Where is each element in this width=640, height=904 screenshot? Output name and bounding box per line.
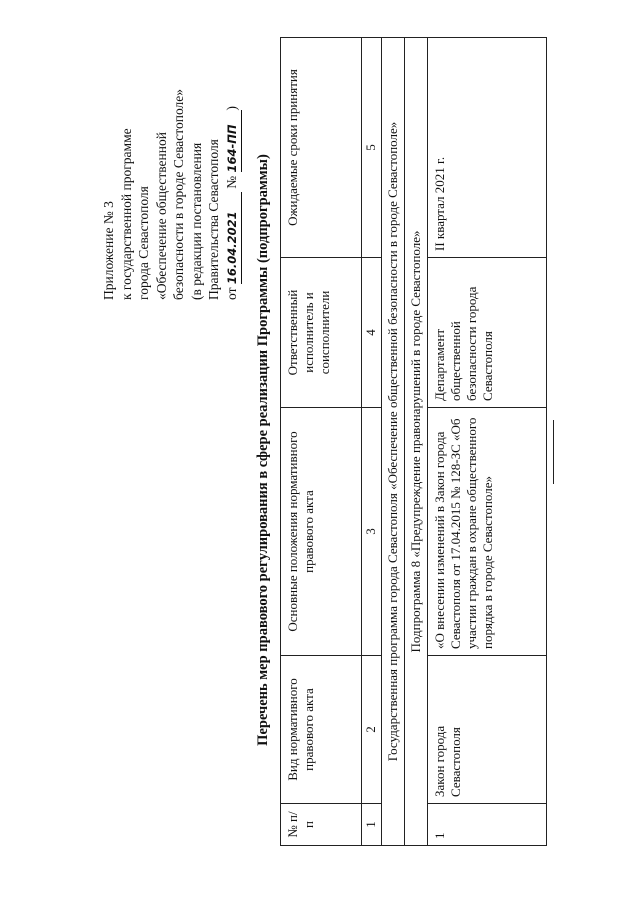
column-number: 5 [362, 38, 382, 258]
appendix-line: (в редакции постановления [188, 142, 204, 300]
act-type: Закон города Севастополя [428, 656, 547, 804]
column-number-row [362, 38, 382, 846]
number-sign: № [223, 175, 239, 189]
appendix-block [100, 10, 242, 300]
subprogram-title: Подпрограмма 8 «Предупреждение правонарушений в городе Севастополе» [405, 38, 428, 846]
header-cell: № п/п [281, 804, 362, 846]
document-title: Перечень мер правового регулирования в сфере реализации Программы (подпрограммы) [255, 154, 271, 746]
program-row [382, 38, 405, 846]
column-number: 3 [362, 408, 382, 656]
subprogram-row [405, 38, 428, 846]
act-provisions: «О внесении изменений в Закон города Севастополя от 17.04.2015 № 128-ЗС «Об участии граждан в охране общественного порядка в городе Севастополе» [428, 408, 547, 656]
program-title: Государственная программа города Севастополя «Обеспечение общественной безопасности в городе Севастополе» [382, 38, 405, 846]
expected-term: II квартал 2021 г. [428, 38, 547, 258]
header-cell: Ожидаемые сроки принятия [281, 38, 362, 258]
appendix-line: города Севастополя [136, 186, 151, 300]
column-number: 4 [362, 258, 382, 408]
number-value: 164-ПП [224, 124, 239, 173]
table-header-row [281, 38, 362, 846]
appendix-line: Правительства Севастополя [206, 139, 221, 300]
table-row [428, 38, 547, 846]
row-number: 1 [428, 804, 547, 846]
column-number: 2 [362, 656, 382, 804]
appendix-date-line [223, 10, 243, 300]
column-number: 1 [362, 804, 382, 846]
appendix-line: «Обеспечение общественной [153, 132, 169, 300]
end-separator-line [553, 420, 554, 484]
header-cell: Вид нормативного правового акта [281, 656, 362, 804]
header-cell: Основные положения нормативного правового акта [281, 408, 362, 656]
date-value: 16.04.2021 [224, 211, 239, 285]
close-paren: ) [223, 106, 239, 111]
header-cell: Ответственный исполнитель и соисполнители [281, 258, 362, 408]
responsible-executor: Департамент общественной безопасности города Севастополя [428, 258, 547, 408]
appendix-line: безопасности в городе Севастополе» [171, 89, 186, 300]
regulation-table [280, 37, 547, 846]
number-field [223, 111, 243, 173]
date-field [223, 192, 243, 284]
appendix-line: к государственной программе [118, 128, 134, 300]
appendix-line: Приложение № 3 [101, 201, 116, 300]
date-prefix: от [223, 287, 239, 300]
